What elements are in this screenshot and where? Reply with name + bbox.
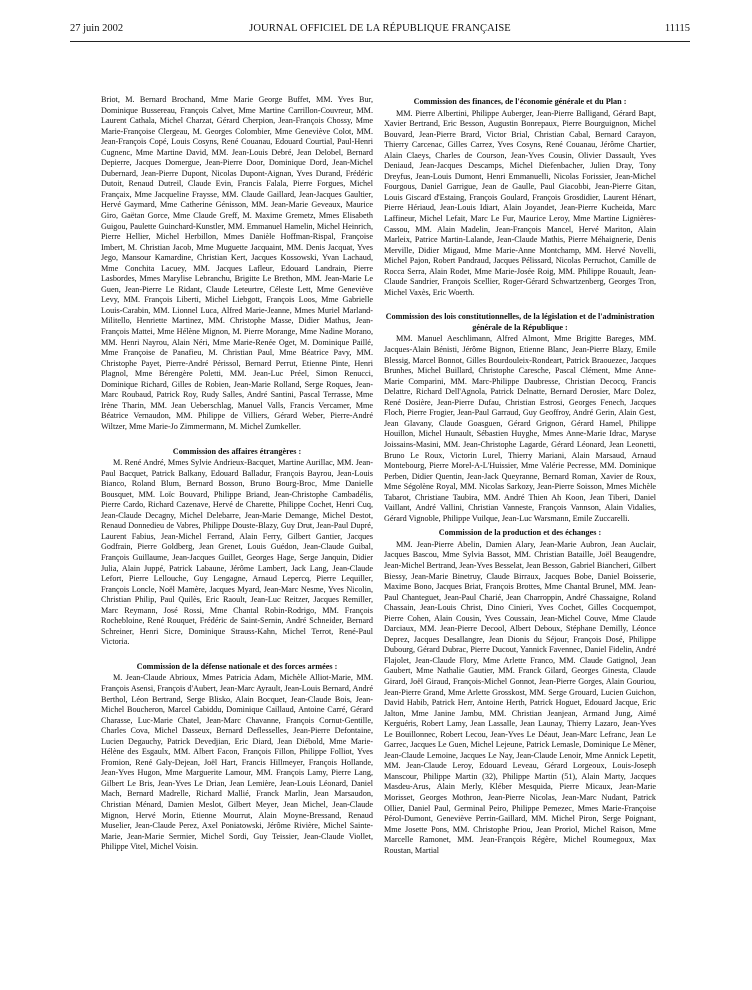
page-number: 11115 bbox=[664, 23, 690, 34]
section-members-affaires-etrangeres: M. René André, Mmes Sylvie Andrieux-Bacquet, Martine Aurillac, MM. Jean-Paul Bacquet, Patrick Balkany, Edouard Balladur, François Bayrou, Jean-Louis Bianco, Roland Blum, Bernard Bosson, Bruno Bourg-Broc, Mme Danielle Bousquet, MM. Loïc Bouvard, Philippe Briand, Jean-Christophe Cambadélis, Pierre Cardo, Richard Cazenave, Hervé de Charette, Philippe Cochet, Henri Cuq, Jean-Claude Decagny, Michel Delebarre, Jean-Marie Demange, Michel Destot, Renaud Donnedieu de Vabres, Philippe Douste-Blazy, Guy Drut, Jean-Paul Dupré, Laurent Fabius, Jean-Michel Ferrand, Alain Ferry, Gilbert Gantier, Jacques Godfrain, Pierre Goldberg, Jean Grenet, Louis Guédon, Jean-Claude Guibal, François Guillaume, Jean-Jacques Guillet, Georges Hage, Serge Janquin, Didier Julia, Alain Juppé, Patrick Labaune, Jérôme Lambert, Jack Lang, Jean-Claude Lefort, Pierre Lellouche, Guy Lengagne, Arnaud Lepercq, Pierre Lequiller, François Loncle, Noël Mamère, Jacques Myard, Jean-Marc Nesme, Yves Nicolin, Christian Philip, Paul Quilès, Eric Raoult, Jean-Luc Reitzer, Jacques Remiller, Marc Reymann, José Rossi, Mme Chantal Robin-Rodrigo, MM. François Rochebloine, René Rouquet, Frédéric de Saint-Sernin, André Schneider, Bernard Schreiner, Henri Sicre, Dominique Strauss-Kahn, Michel Terrot, René-Paul Victoria. bbox=[101, 458, 373, 647]
section-heading-production: Commission de la production et des échanges : bbox=[438, 528, 602, 538]
section-members-finances: MM. Pierre Albertini, Philippe Auberger, Jean-Pierre Balligand, Gérard Bapt, Xavier Bertrand, Eric Besson, Augustin Bonrepaux, Pierre Bourguignon, Michel Bouvard, Jean-Pierre Brard, Victor Brial, Christian Cabal, Bernard Carayon, Thierry Carcenac, Gilles Carrez, Yves Cosyns, René Couanau, Jérôme Chartier, Alain Claeys, Charles de Courson, Jean-Yves Cousin, Olivier Dassault, Yves Deniaud, Jean-Jacques Descamps, Michel Diefenbacher, Julien Dray, Tony Dreyfus, Jean-Louis Dumont, Henri Emmanuelli, Nicolas Forissier, Jean-Michel Fourgous, Daniel Garrigue, Jean de Gaulle, Paul Giacobbi, Jean-Pierre Gitan, Louis Giscard d'Estaing, François Goulard, François Grosdidier, Laurent Hénart, Pierre Hériaud, Jean-Louis Idiart, Alain Joyandet, Jean-Pierre Kucheida, Marc Laffineur, Michel Lefait, Marc Le Fur, Maurice Leroy, Mme Martine Lignières-Cassou, MM. Alain Madelin, Jean-François Mancel, Hervé Mariton, Alain Marleix, Patrice Martin-Lalande, Jean-Claude Mathis, Pierre Méhaignerie, Denis Merville, Didier Migaud, Mme Marie-Anne Montchamp, MM. Hervé Novelli, Michel Pajon, Robert Pandraud, Jacques Pélissard, Nicolas Perruchot, Camille de Rocca Serra, Alain Rodet, Mme Marie-Josée Roig, MM. Philippe Rouault, Jean-Claude Sandrier, François Scellier, Roger-Gérard Schwartzenberg, Georges Tron, Michel Vaxès, Eric Woerth. bbox=[384, 108, 656, 297]
publication-date: 27 juin 2002 bbox=[70, 23, 124, 34]
section-heading-finances: Commission des finances, de l'économie générale et du Plan : bbox=[413, 97, 627, 106]
section-members-lois: MM. Manuel Aeschlimann, Alfred Almont, Mme Brigitte Bareges, MM. Jacques-Alain Bénisti, Jérôme Bignon, Etienne Blanc, Jean-Pierre Blazy, Emile Blessig, Marcel Bonnot, Gilles Bourdouleix-Rondeart, Patrick Braouezec, Jacques Brunhes, Michel Buillard, Christophe Caresche, Pascal Clément, Mme Anne-Marie Comparini, MM. Marc-Philippe Daubresse, Christian Decocq, Francis Delattre, Richard Dell'Agnola, Patrick Delnatte, Bernard Derosier, Marc Dolez, René Dosière, Jean-Pierre Dufau, Christian Estrosi, Georges Fenech, Jacques Floch, Pierre Frogier, Jean-Paul Garraud, Guy Geoffroy, André Gerin, Alain Gest, Jean Glavany, Claude Goasguen, Gérard Grignon, Gérard Hamel, Philippe Houillon, Michel Hunault, Sébastien Huyghe, Mmes Anne-Marie Idrac, Maryse Joissains-Masini, MM. Jean-Christophe Lagarde, Gérard Léonard, Jean Leonetti, Bruno Le Roux, Victorin Lurel, Thierry Mariani, Alain Marsaud, Arnaud Montebourg, Pierre Morel-A-L'Huissier, Mme Valérie Pecresse, MM. Dominique Perben, Didier Quentin, Jean-Jack Queyranne, Bernard Roman, Xavier de Roux, Mme Ségolène Royal, MM. Nicolas Sarkozy, Jean-Pierre Soisson, Mmes Michèle Tabarot, Christiane Taubira, MM. André Thien Ah Koon, Jean Tiberi, Daniel Vaillant, André Vallini, Christian Vanneste, François Vannson, Alain Vidalies, Gérard Vignoble, Philippe Vuilque, Jean-Luc Warsmann, Emile Zuccarelli. bbox=[384, 334, 656, 523]
page-header bbox=[70, 20, 690, 42]
section-heading-affaires-etrangeres: Commission des affaires étrangères : bbox=[172, 446, 302, 456]
section-members-production: MM. Jean-Pierre Abelin, Damien Alary, Jean-Marie Aubron, Jean Auclair, Jacques Bascou, Mme Sylvia Bassot, MM. Christian Bataille, Joël Beaugendre, Jean-Michel Bertrand, Jean-Yves Besselat, Jean Besson, Gabriel Biancheri, Gilbert Biessy, Jean-Marie Binetruy, Claude Birraux, Jacques Bobe, Daniel Boisserie, Maxime Bono, Jacques Briat, François Brottes, Mme Chantal Brunel, MM. Jean-Paul Chanteguet, Jean-Paul Charié, Jean Charroppin, André Chassaigne, Roland Chassain, Jean-Louis Christ, Dino Cinieri, Yves Cochet, Gilles Cocquempot, Pierre Cohen, Alain Cousin, Yves Coussain, Jean-Michel Couve, Mme Claude Darciaux, MM. Jean-Pierre Decool, Albert Deboux, Stéphane Demilly, Léonce Deprez, Jacques Desallangre, Jean Dionis du Séjour, François Dosé, Philippe Dubourg, Gérard Dubrac, Pierre Ducout, Yannick Favennec, Daniel Fidelin, André Flajolet, Jean-Claude Flory, Mme Arlette Franco, MM. Claude Gatignol, Jean Gaubert, Mme Nathalie Gautier, MM. Franck Gilard, Georges Ginesta, Claude Girard, Joël Giraud, François-Michel Gonnot, Jean-Pierre Gorges, Alain Gouriou, Jean-Pierre Grand, Mme Arlette Grosskost, MM. Serge Grouard, Lucien Guichon, David Habib, Patrick Herr, Antoine Herth, Patrick Hoguet, Edouard Jacque, Eric Jalton, Mme Janine Jambu, MM. Christian Jeanjean, Armand Jung, Aimé Kerguéris, Robert Lamy, Jean Lassalle, Jean Launay, Thierry Lazaro, Jean-Yves Le Bouillonnec, Robert Lecou, Jean-Yves Le Déaut, Jean-Marc Lefranc, Jean Le Garrec, Jacques Le Guen, Michel Lejeune, Patrick Lemasle, Dominique Le Mèner, Jean-Claude Lemoine, Jacques Le Nay, Jean-Claude Lenoir, Mme Annick Lepetit, MM. Jean-Claude Leroy, Edouard Leveau, Gérard Lorgeoux, Louis-Joseph Manscour, Philippe Martin (32), Philippe Martin (51), Alain Marty, Jacques Masdeu-Arus, Alain Merly, Kléber Mesquida, Pierre Micaux, Jean-Marie Morisset, Georges Mothron, Jean-Pierre Nicolas, Jean-Marc Nudant, Patrick Ollier, Daniel Paul, Germinal Peiro, Philippe Pemezec, Mmes Marie-Françoise Pérol-Dumont, Geneviève Perrin-Gaillard, MM. Michel Piron, Serge Poignant, Mme Josette Pons, MM. Christophe Priou, Jean Proriol, Michel Raison, Mme Marcelle Ramonet, MM. Jean-François Régère, Michel Roumegoux, Max Roustan, Martial bbox=[384, 539, 657, 855]
section-heading-defense: Commission de la défense nationale et des forces armées : bbox=[136, 661, 338, 671]
left-column bbox=[101, 95, 373, 853]
section-heading-lois: Commission des lois constitutionnelles, de la législation et de l'administration générale de la République : bbox=[385, 312, 655, 332]
member-list-continued: Briot, M. Bernard Brochand, Mme Marie George Buffet, MM. Yves Bur, Dominique Bussereau, François Calvet, Mme Martine Carrillon-Couvreur, MM. Laurent Cathala, Michel Charzat, Gérard Cherpion, Jean-François Chossy, Mme Marie-Françoise Clergeau, M. Georges Colombier, Mme Geneviève Colot, MM. Jean-François Copé, Louis Cosyns, René Couanau, Edouard Courtial, Paul-Henri Cugnenc, Mme Martine David, MM. Jean-Louis Debré, Jean Delobel, Bernard Depierre, Jacques Domergue, Jean-Pierre Door, Dominique Dord, Jean-Michel Dubernard, Jean-Pierre Dupont, Nicolas Dupont-Aignan, Yves Durand, Frédéric Dutoit, Renaud Dutreil, Claude Evin, Francis Falala, Pierre Forgues, Michel Françaix, Mme Jacqueline Fraysse, MM. Claude Gaillard, Jean-Jacques Gaultier, Hervé Gaymard, Mme Catherine Génisson, MM. Jean-Marie Geveaux, Maurice Giro, Gaëtan Gorce, Mme Claude Greff, M. Maxime Gremetz, Mmes Elisabeth Guigou, Paulette Guinchard-Kunstler, MM. Emmanuel Hamelin, Michel Heinrich, Pierre Hellier, Michel Herbillon, Mmes Danièle Hoffman-Rispal, Françoise Imbert, M. Christian Jacob, Mme Muguette Jacquaint, MM. Denis Jacquat, Yves Jego, Mansour Kamardine, Christian Kert, Jacques Kossowski, Yvan Lachaud, Mme Conchita Lacuey, MM. Jacques Lafleur, Edouard Landrain, Pierre Lasbordes, Mmes Marylise Lebranchu, Brigitte Le Brethon, MM. Jean-Marie Le Guen, Jean-Pierre Le Ridant, Claude Leteurtre, Céleste Lett, Mme Geneviève Levy, MM. François Liberti, Michel Liebgott, François Loos, Mme Gabrielle Louis-Carabin, MM. Lionnel Luca, Alfred Marie-Jeanne, Mmes Muriel Marland-Militello, Henriette Martinez, MM. Christophe Masse, Didier Mathus, Jean-François Mattei, Mme Hélène Mignon, M. Pierre Morange, Mme Nadine Morano, MM. Henri Nayrou, Alain Néri, Mme Marie-Renée Oget, M. Dominique Paillé, Mme Françoise de Panafieu, M. Christian Paul, Mme Béatrice Pavy, MM. Christophe Payet, Pierre-André Périssol, Bernard Perrut, Etienne Pinte, Henri Plagnol, Mme Bérengère Poletti, MM. Jean-Luc Préel, Simon Renucci, Dominique Richard, Gilles de Robien, Jean-Marie Rolland, Serge Roques, Jean-Marc Roubaud, Patrick Roy, Rudy Salles, André Santini, Pascal Terrasse, Mme Irène Tharin, MM. Jean Ueberschlag, Manuel Valls, Francis Vercamer, Mme Béatrice Vernaudon, MM. Philippe de Villiers, Gérard Weber, Pierre-André Wiltzer, Mme Marie-Jo Zimmermann, M. Michel Zumkeller. bbox=[101, 95, 373, 431]
section-members-defense: M. Jean-Claude Abrioux, Mmes Patricia Adam, Michèle Alliot-Marie, MM. François Asensi, François d'Aubert, Jean-Marc Ayrault, Jean-Louis Bernard, André Berthol, Léon Bertrand, Serge Blisko, Alain Bocquet, Jean-Claude Bois, Jean-Michel Boucheron, Marcel Cabiddu, Dominique Caillaud, Antoine Carré, Gérard Charasse, Luc-Marie Chatel, Jean-Marc Chavanne, François Cornut-Gentille, Charles Cova, Michel Dasseux, Bernard Deflesselles, Jean-Pierre Defontaine, Lucien Degauchy, Patrick Devedjian, Eric Diard, Jean Diébold, Mme Marie-Hélène des Esgaulx, MM. Albert Facon, François Fillon, Philippe Folliot, Yves Fromion, René Galy-Dejean, Joël Hart, Francis Hillmeyer, François Hollande, Jean-Yves Hugon, Mme Marguerite Lamour, MM. François Lamy, Pierre Lang, Gilbert Le Bris, Jean-Yves Le Drian, Jean Lemière, Jean-Louis Léonard, Daniel Mach, Bernard Madrelle, Richard Mallié, Franck Marlin, Jean Marsaudon, Christian Ménard, Damien Meslot, Gilbert Meyer, Jean Michel, Jean-Claude Mignon, Hervé Morin, Etienne Mourrut, Alain Moyne-Bressand, Renaud Muselier, Jean-Claude Perez, Axel Poniatowski, Jérôme Rivière, Michel Sainte-Marie, Jean-Marie Sermier, Michel Sordi, Guy Teissier, Jean-Claude Viollet, Philippe Vitel, Michel Voisin. bbox=[101, 673, 373, 852]
journal-title: JOURNAL OFFICIEL DE LA RÉPUBLIQUE FRANÇAISE bbox=[249, 23, 511, 34]
right-column bbox=[384, 95, 656, 856]
